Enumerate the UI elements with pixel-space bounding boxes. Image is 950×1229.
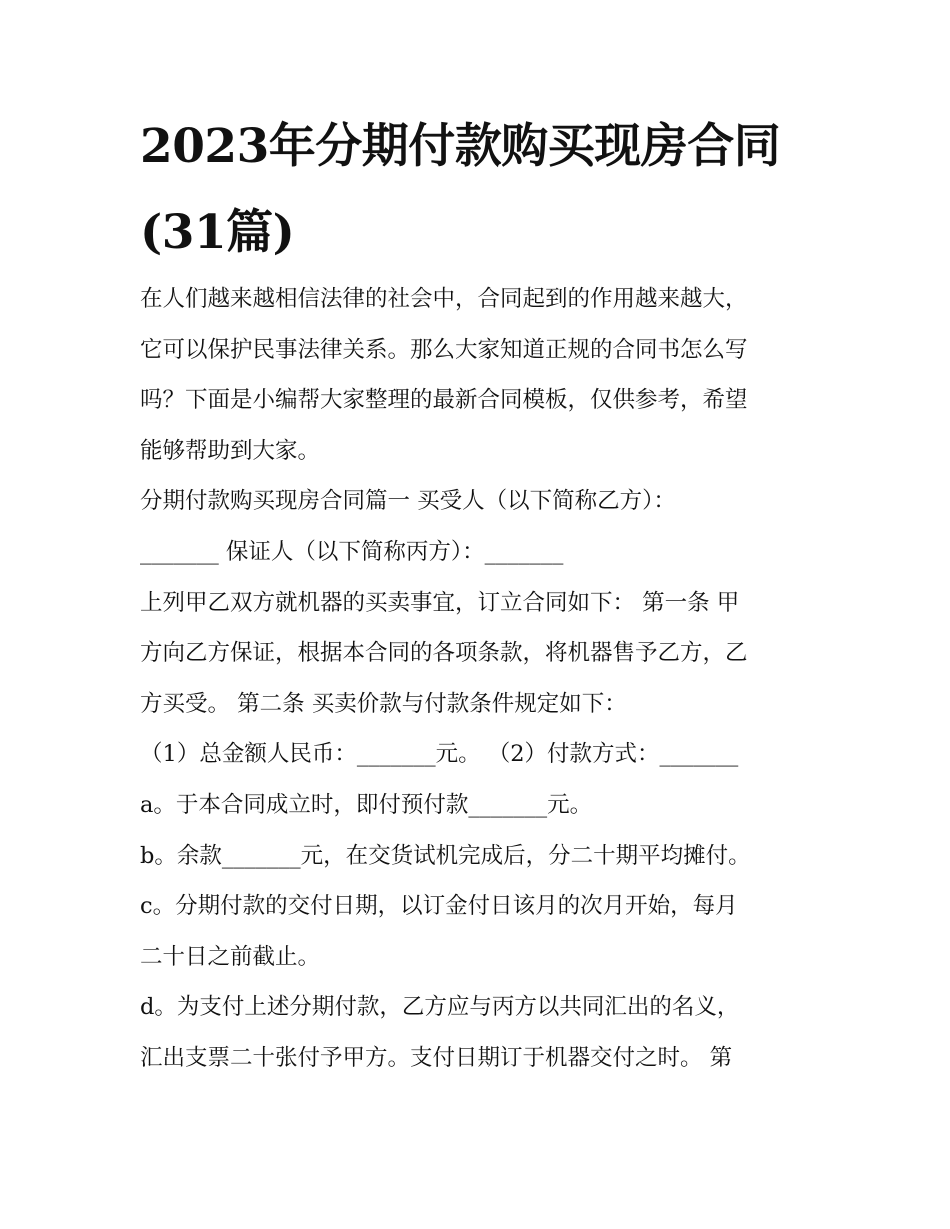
body-line: 吗？下面是小编帮大家整理的最新合同模板，仅供参考，希望: [140, 387, 748, 414]
body-line: d。为支付上述分期付款，乙方应与丙方以共同汇出的名义，: [140, 994, 740, 1021]
body-line: c。分期付款的交付日期，以订金付日该月的次月开始，每月: [140, 893, 738, 920]
body-line: b。余款_______元，在交货试机完成后，分二十期平均摊付。: [140, 842, 751, 869]
body-line: 方买受。 第二条 买卖价款与付款条件规定如下：: [140, 690, 627, 717]
body-line: （1）总金额人民币：_______元。 （2）付款方式：_______: [140, 741, 739, 768]
body-line: 在人们越来越相信法律的社会中，合同起到的作用越来越大，: [140, 286, 748, 312]
body-line: 二十日之前截止。: [140, 943, 321, 970]
body-line: 上列甲乙双方就机器的买卖事宜，订立合同如下： 第一条 甲: [140, 589, 740, 616]
body-line: a。于本合同成立时，即付预付款_______元。: [140, 791, 593, 818]
document-body: [140, 274, 820, 1084]
title-line: (31篇): [140, 205, 295, 260]
body-line: 汇出支票二十张付予甲方。支付日期订于机器交付之时。 第: [140, 1044, 733, 1071]
body-line: 能够帮助到大家。: [140, 437, 321, 464]
body-line: 方向乙方保证，根据本合同的各项条款，将机器售予乙方，乙: [140, 640, 748, 667]
title-line: 2023年分期付款购买现房合同: [140, 119, 781, 174]
body-line: _______ 保证人（以下简称丙方）：_______: [140, 538, 564, 565]
body-line: 它可以保护民事法律关系。那么大家知道正规的合同书怎么写: [140, 336, 748, 363]
document-title: [140, 104, 820, 276]
body-line: 分期付款购买现房合同篇一 买受人（以下简称乙方）：: [140, 488, 676, 515]
